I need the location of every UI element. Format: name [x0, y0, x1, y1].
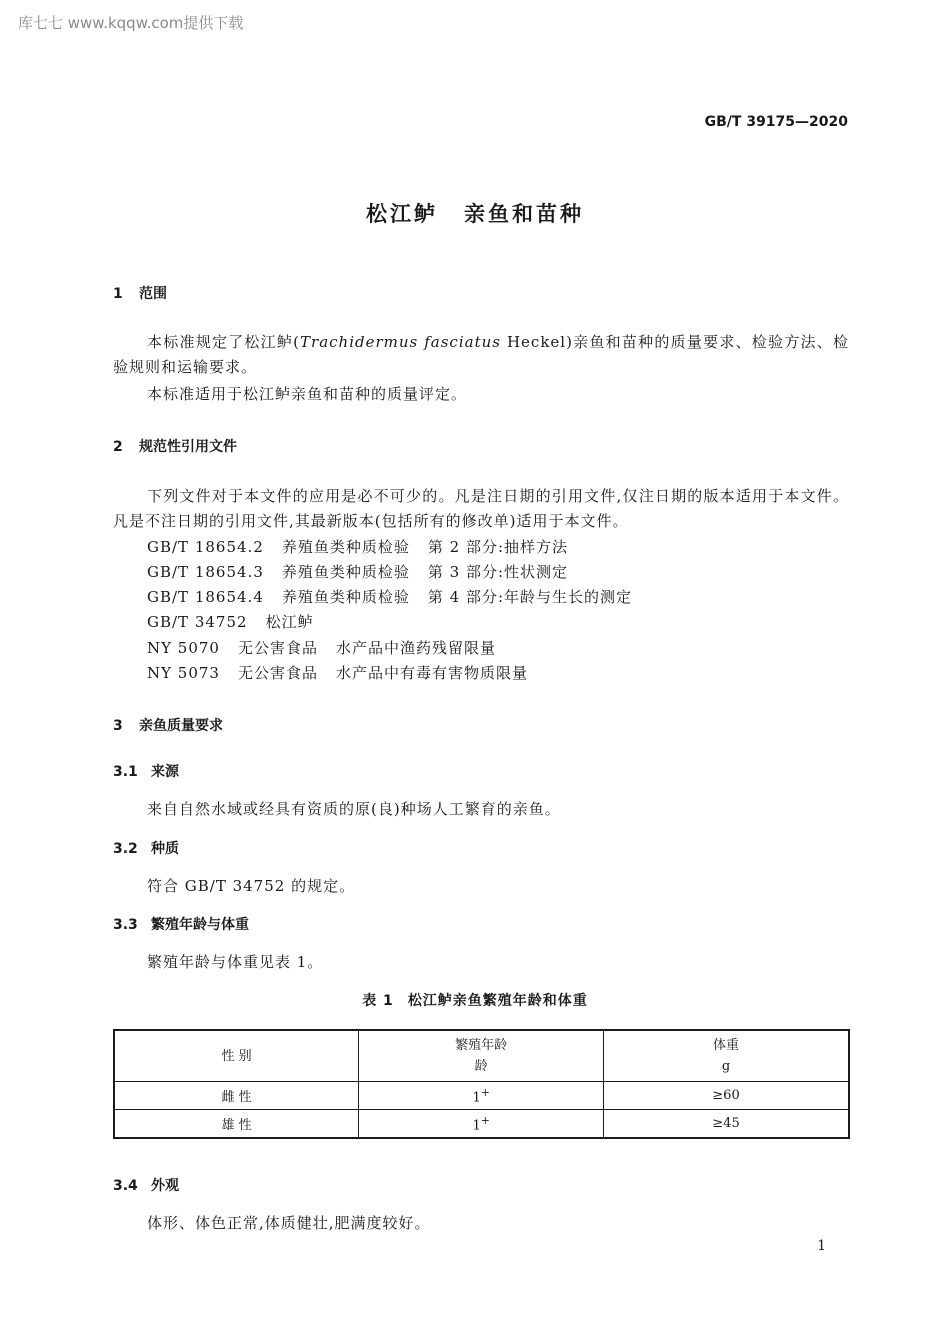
title-part1: 松江鲈 [366, 202, 438, 226]
reference-item [147, 662, 528, 683]
section-title: 种质 [151, 841, 179, 857]
section-3-4-heading [113, 1175, 179, 1195]
watermark: 库七七 www.kqqw.com提供下载 [18, 14, 244, 32]
section-title: 来源 [151, 764, 179, 780]
section-1-paragraph-1 [113, 330, 849, 380]
cell-sex: 雄 性 [114, 1110, 359, 1139]
section-3-1-heading [113, 761, 179, 781]
breeding-table [113, 1029, 850, 1139]
age-value: 1 [472, 1118, 481, 1134]
cell-sex: 雌 性 [114, 1082, 359, 1110]
ref-subtitle: 第 2 部分:抽样方法 [427, 538, 569, 556]
cell-weight: ≥60 [604, 1082, 850, 1110]
section-3-2-text: 符合 GB/T 34752 的规定。 [147, 877, 356, 895]
reference-item [147, 637, 496, 658]
ref-title: 养殖鱼类种质检验 [281, 563, 410, 581]
ref-title: 养殖鱼类种质检验 [281, 538, 410, 556]
section-number: 3 [113, 718, 123, 734]
ref-code: GB/T 18654.2 [147, 538, 264, 556]
section-3-heading [113, 715, 223, 735]
title-part2: 亲鱼和苗种 [464, 202, 584, 226]
ref-code: GB/T 18654.3 [147, 563, 264, 581]
table-title: 松江鲈亲鱼繁殖年龄和体重 [407, 993, 588, 1009]
scientific-name: Trachidermus fasciatus [300, 333, 501, 351]
section-number: 3.4 [113, 1178, 138, 1194]
ref-title: 养殖鱼类种质检验 [281, 588, 410, 606]
cell-age [359, 1110, 604, 1139]
section-title: 亲鱼质量要求 [139, 718, 223, 734]
ref-title: 无公害食品 [237, 664, 318, 682]
cell-age [359, 1082, 604, 1110]
section-number: 1 [113, 286, 123, 302]
ref-subtitle: 水产品中渔药残留限量 [336, 639, 497, 657]
section-title: 外观 [151, 1178, 179, 1194]
ref-code: NY 5070 [147, 639, 220, 657]
section-number: 2 [113, 439, 123, 455]
table-row [114, 1082, 849, 1110]
ref-title: 无公害食品 [237, 639, 318, 657]
page-number: 1 [817, 1238, 826, 1254]
ref-code: NY 5073 [147, 664, 220, 682]
table-header-row [114, 1030, 849, 1082]
ref-subtitle: 水产品中有毒有害物质限量 [336, 664, 529, 682]
cell-weight: ≥45 [604, 1110, 850, 1139]
section-1-heading [113, 283, 167, 303]
table-caption [0, 990, 950, 1010]
reference-item [147, 561, 568, 582]
section-3-3-text: 繁殖年龄与体重见表 1。 [147, 953, 324, 971]
section-title: 规范性引用文件 [139, 439, 237, 455]
age-sup: + [480, 1113, 490, 1127]
section-3-2-heading [113, 838, 179, 858]
section-number: 3.1 [113, 764, 138, 780]
section-2-heading [113, 436, 237, 456]
header-unit: 龄 [474, 1059, 488, 1074]
header-weight [604, 1030, 850, 1082]
age-value: 1 [472, 1090, 481, 1106]
document-title [0, 198, 950, 228]
header-label: 繁殖年龄 [455, 1038, 508, 1053]
ref-code: GB/T 18654.4 [147, 588, 264, 606]
header-sex [114, 1030, 359, 1082]
table-number: 表 1 [362, 993, 394, 1009]
standard-code: GB/T 39175—2020 [704, 114, 848, 130]
section-2-paragraph: 下列文件对于本文件的应用是必不可少的。凡是注日期的引用文件,仅注日期的版本适用于本文件。凡是不注日期的引用文件,其最新版本(包括所有的修改单)适用于本文件。 [113, 487, 849, 530]
header-label: 性 别 [221, 1048, 252, 1064]
ref-code: GB/T 34752 [147, 613, 248, 631]
header-age [359, 1030, 604, 1082]
section-3-3-heading [113, 914, 249, 934]
ref-subtitle: 第 3 部分:性状测定 [427, 563, 569, 581]
section-1-paragraph-2: 本标准适用于松江鲈亲鱼和苗种的质量评定。 [147, 385, 468, 403]
section-3-1-text: 来自自然水域或经具有资质的原(良)种场人工繁育的亲鱼。 [147, 800, 561, 818]
reference-item [147, 536, 568, 557]
text-part: Heckel)亲鱼和苗种的质量要求、检验方法、检验规则和运输要求。 [113, 333, 849, 376]
ref-title: 松江鲈 [265, 613, 314, 631]
header-label: 体重 [712, 1038, 739, 1053]
header-unit: g [721, 1059, 731, 1074]
ref-subtitle: 第 4 部分:年龄与生长的测定 [427, 588, 633, 606]
reference-item [147, 586, 632, 607]
text-part: 本标准规定了松江鲈( [147, 333, 301, 351]
section-title: 范围 [139, 286, 167, 302]
section-number: 3.2 [113, 841, 138, 857]
section-number: 3.3 [113, 917, 138, 933]
reference-item [147, 611, 314, 632]
age-sup: + [480, 1085, 490, 1099]
section-3-4-text: 体形、体色正常,体质健壮,肥满度较好。 [147, 1214, 431, 1232]
section-title: 繁殖年龄与体重 [151, 917, 249, 933]
table-row [114, 1110, 849, 1139]
